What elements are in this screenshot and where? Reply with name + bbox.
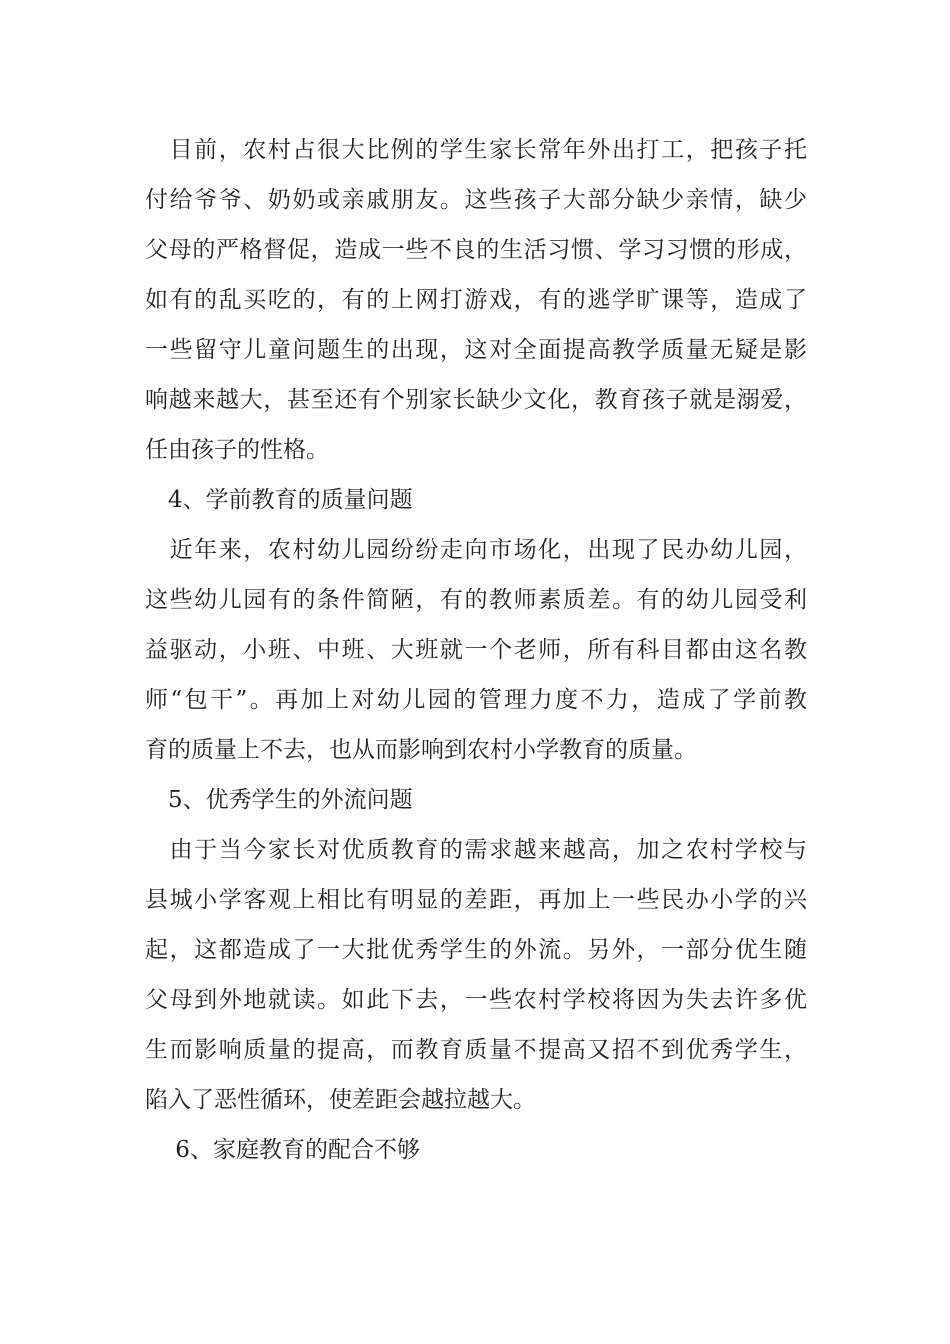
paragraph-line: 父母的严格督促，造成一些不良的生活习惯、学习习惯的形成， (145, 237, 807, 263)
paragraph-line: 目前，农村占很大比例的学生家长常年外出打工，把孩子托 (145, 137, 807, 163)
paragraph-line: 陷入了恶性循环，使差距会越拉越大。 (145, 1087, 536, 1113)
paragraph-line: 响越来越大，甚至还有个别家长缺少文化，教育孩子就是溺爱， (145, 387, 807, 413)
paragraph-line: 近年来，农村幼儿园纷纷走向市场化，出现了民办幼儿园， (145, 537, 807, 563)
paragraph-line: 这些幼儿园有的条件简陋，有的教师素质差。有的幼儿园受利 (145, 587, 807, 613)
paragraph-line: 益驱动，小班、中班、大班就一个老师，所有科目都由这名教 (145, 637, 807, 663)
section-heading: 6、家庭教育的配合不够 (145, 1137, 420, 1163)
paragraph-line: 付给爷爷、奶奶或亲戚朋友。这些孩子大部分缺少亲情，缺少 (145, 187, 807, 213)
section-heading: 4、学前教育的质量问题 (145, 487, 413, 513)
paragraph-line: 一些留守儿童问题生的出现，这对全面提高教学质量无疑是影 (145, 337, 807, 363)
paragraph-line: 生而影响质量的提高，而教育质量不提高又招不到优秀学生， (145, 1037, 807, 1063)
paragraph-line: 任由孩子的性格。 (145, 437, 329, 463)
paragraph-line: 由于当今家长对优质教育的需求越来越高，加之农村学校与 (145, 837, 807, 863)
paragraph-line: 起，这都造成了一大批优秀学生的外流。另外，一部分优生随 (145, 937, 807, 963)
paragraph-line: 育的质量上不去，也从而影响到农村小学教育的质量。 (145, 737, 697, 763)
section-heading: 5、优秀学生的外流问题 (145, 787, 413, 813)
paragraph-line: 父母到外地就读。如此下去，一些农村学校将因为失去许多优 (145, 987, 807, 1013)
paragraph-line: 如有的乱买吃的，有的上网打游戏，有的逃学旷课等，造成了 (145, 287, 807, 313)
paragraph-line: 师“包干”。再加上对幼儿园的管理力度不力，造成了学前教 (145, 687, 807, 713)
paragraph-line: 县城小学客观上相比有明显的差距，再加上一些民办小学的兴 (145, 887, 807, 913)
